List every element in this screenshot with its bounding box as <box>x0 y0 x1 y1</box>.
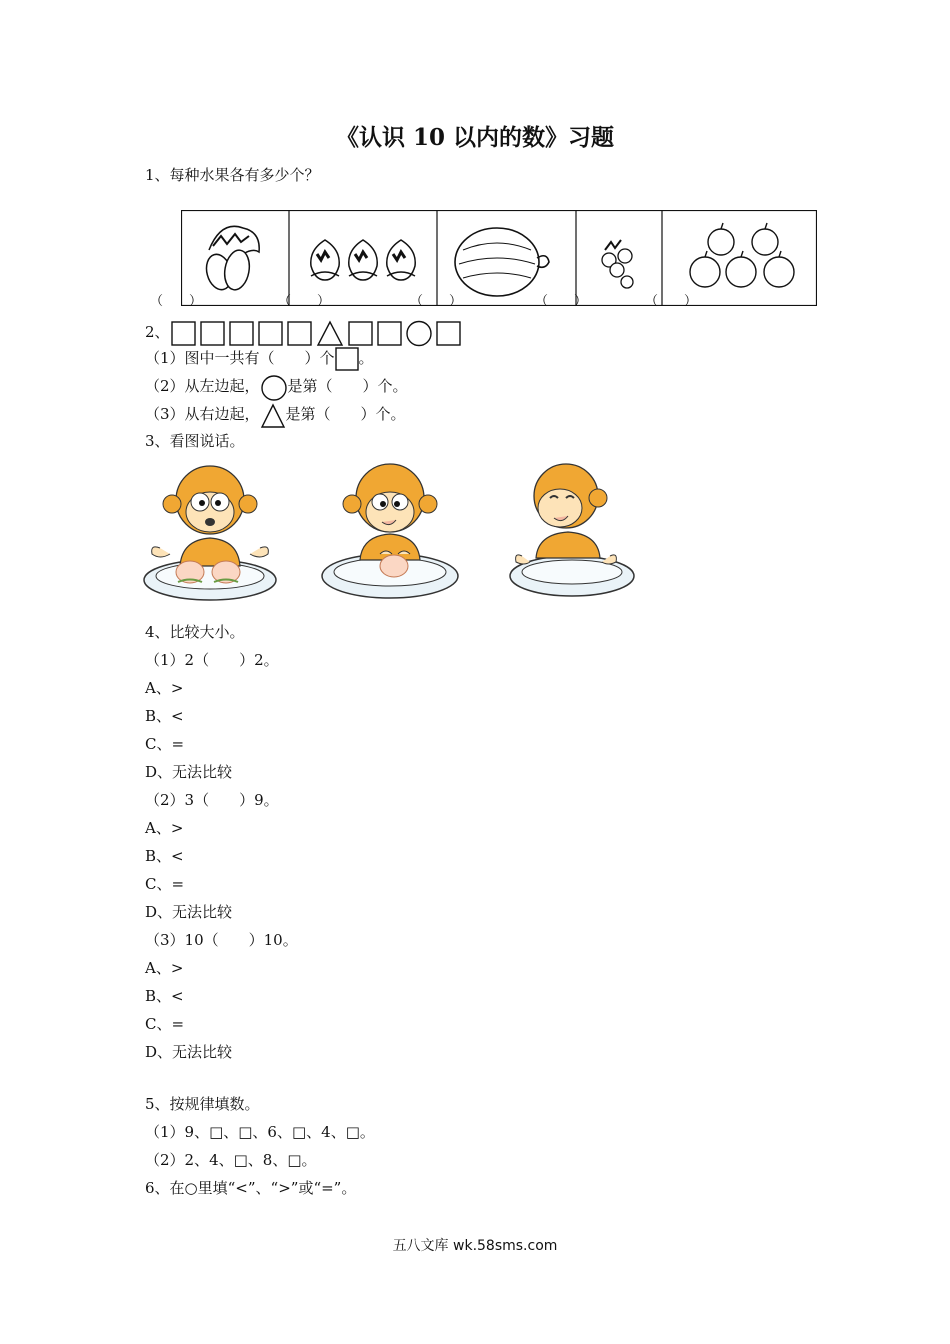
monkey-icon <box>322 464 458 598</box>
square-shape <box>230 322 253 345</box>
fruit-table <box>181 210 817 306</box>
question-2-sub-3: （3）从右边起， 是第（ ）个。 <box>145 403 406 429</box>
answer-paren-5[interactable]: （ ） <box>645 294 698 309</box>
option-a[interactable]: A、> <box>145 679 184 697</box>
question-5-item-2: （2）2、4、□、8、□。 <box>145 1151 317 1169</box>
option-a[interactable]: A、> <box>145 819 184 837</box>
question-2-sub-1: （1）图中一共有（ ）个 。 <box>145 347 374 371</box>
watermelon-icon <box>455 228 549 296</box>
question-3: 3、看图说话。 <box>145 432 245 450</box>
answer-paren-2[interactable]: （ ） <box>278 294 331 309</box>
question-6: 6、在○里填“<”、“>”或“=”。 <box>145 1179 357 1197</box>
triangle-shape <box>318 322 342 345</box>
question-2-sub-2: （2）从左边起， 是第（ ）个。 <box>145 375 408 401</box>
monkey-illustration <box>140 458 640 610</box>
square-shape <box>172 322 195 345</box>
square-shape <box>335 347 359 371</box>
option-a[interactable]: A、> <box>145 959 184 977</box>
shape-sequence <box>171 320 467 348</box>
square-shape <box>378 322 401 345</box>
answer-paren-1[interactable]: （ ） <box>150 294 203 309</box>
apple-icon <box>690 223 794 287</box>
option-c[interactable]: C、= <box>145 735 185 753</box>
option-c[interactable]: C、= <box>145 875 185 893</box>
square-shape <box>349 322 372 345</box>
question-5-item-1: （1）9、□、□、6、□、4、□。 <box>145 1123 375 1141</box>
option-d[interactable]: D、无法比较 <box>145 1043 233 1061</box>
question-5: 5、按规律填数。 <box>145 1095 260 1113</box>
monkey-icon <box>510 464 634 596</box>
option-b[interactable]: B、< <box>145 707 184 725</box>
question-2-label: 2、 <box>145 323 170 341</box>
strawberry-icon <box>602 240 633 288</box>
square-shape <box>437 322 460 345</box>
circle-shape <box>260 375 288 401</box>
option-b[interactable]: B、< <box>145 847 184 865</box>
page-title: 《认识 10 以内的数》习题 <box>335 124 615 151</box>
option-c[interactable]: C、= <box>145 1015 185 1033</box>
question-4-item-2: （2）3（ ）9。 <box>145 791 279 809</box>
option-d[interactable]: D、无法比较 <box>145 903 233 921</box>
square-shape <box>259 322 282 345</box>
question-4: 4、比较大小。 <box>145 623 245 641</box>
option-b[interactable]: B、< <box>145 987 184 1005</box>
mango-icon <box>203 226 259 292</box>
square-shape <box>288 322 311 345</box>
answer-paren-4[interactable]: （ ） <box>535 294 588 309</box>
question-1: 1、每种水果各有多少个？ <box>145 166 320 184</box>
monkey-icon <box>144 466 276 600</box>
option-d[interactable]: D、无法比较 <box>145 763 233 781</box>
question-4-item-3: （3）10（ ）10。 <box>145 931 298 949</box>
peach-icon <box>311 240 415 280</box>
circle-shape <box>407 322 431 346</box>
question-4-item-1: （1）2（ ）2。 <box>145 651 279 669</box>
triangle-shape <box>260 403 286 429</box>
footer-watermark: 五八文库 wk.58sms.com <box>392 1238 558 1254</box>
square-shape <box>201 322 224 345</box>
answer-paren-3[interactable]: （ ） <box>410 294 463 309</box>
